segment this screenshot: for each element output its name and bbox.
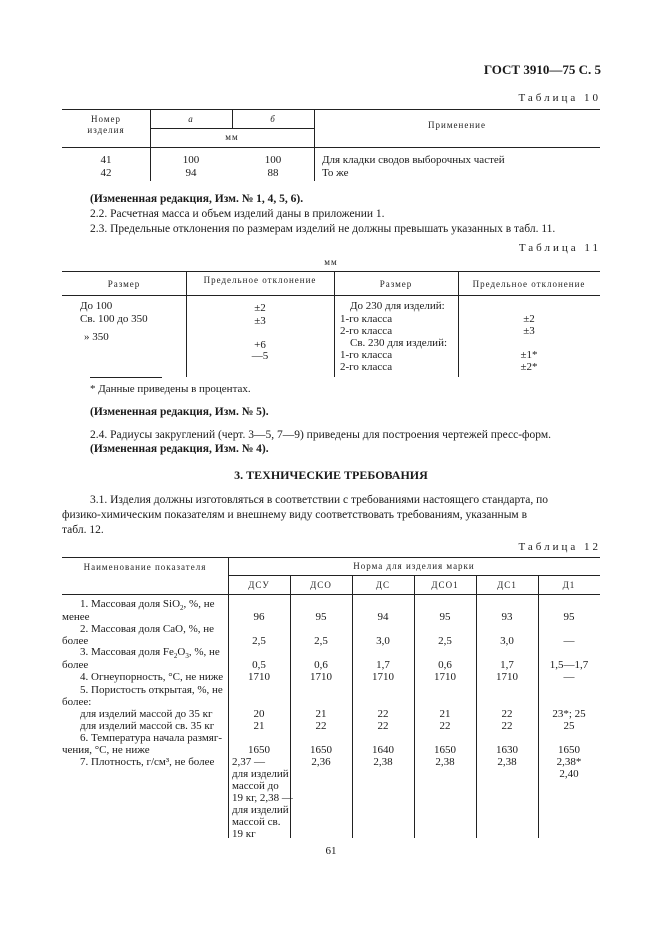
table-row-cell: 95 (563, 611, 575, 623)
table-row-cell: 2,38 (373, 756, 393, 768)
table-row-cell: 22 (377, 720, 389, 732)
table-row-label: 5. Пористость открытая, %, не (80, 684, 223, 696)
table-row-label: 4. Огнеупорность, °С, не ниже (80, 671, 224, 683)
table-row-label: чения, °С, не ниже (62, 744, 150, 756)
table-row-label: для изделий массой св. 35 кг (80, 720, 215, 732)
table-row-cell: » 350 (84, 331, 109, 343)
t12-col-name: Наименование показателя (83, 562, 207, 572)
paragraph-2-4: 2.4. Радиусы закруглений (черт. 3—5, 7—9) приведены для построения чертежей пресс-форм. (90, 429, 551, 441)
table-row-cell: То же (322, 167, 349, 179)
table-row-cell: 21 (315, 708, 327, 720)
table-row-cell: 1-го класса (340, 349, 393, 361)
table-row-cell: 22 (377, 708, 389, 720)
table-row-cell: 96 (253, 611, 265, 623)
table-row-cell: ±1* (520, 349, 538, 361)
table-row-cell: 2,5 (314, 635, 328, 647)
table-row-cell: ±2 (254, 302, 266, 314)
t12-brand: ДСО (310, 580, 332, 590)
table-row-cell: 2,36 (311, 756, 331, 768)
table-row-cell: 0,6 (314, 659, 328, 671)
edit-note: (Измененная редакция, Изм. № 1, 4, 5, 6). (90, 193, 304, 205)
table-row-cell: —5 (251, 350, 269, 362)
table-row-cell: 42 (100, 167, 112, 179)
table-row-cell: 2,38* (556, 756, 582, 768)
table-row-cell: 1710 (496, 671, 518, 683)
table-row-cell: 0,5 (252, 659, 266, 671)
table-row-cell: 2,5 (252, 635, 266, 647)
table-row-cell: для изделий (232, 804, 289, 816)
paragraph-2-3: 2.3. Предельные отклонения по размерам изделий не должны превышать указанных в табл. 11. (90, 223, 556, 235)
table-row-cell: 20 (253, 708, 265, 720)
paragraph-3-1-cont: физико-химическим показателям и внешнему виду соответствовать требованиям, указанным в (62, 509, 528, 521)
table11-footnote: * Данные приведены в процентах. (90, 383, 251, 395)
table-row-cell: 2,37 — (232, 756, 265, 768)
paragraph-2-2: 2.2. Расчетная масса и объем изделий даны в приложении 1. (90, 208, 385, 220)
table-row-cell: 1710 (248, 671, 270, 683)
table-row-cell: 88 (267, 167, 279, 179)
table-row-label: более: (62, 696, 92, 708)
table-row-label: 1. Массовая доля SiO$_2$, %, не (80, 598, 215, 613)
table-row-cell: 19 кг, 2,38 — (232, 792, 293, 804)
table-row-cell: 1640 (372, 744, 394, 756)
table-row-cell: 94 (185, 167, 197, 179)
table-row-cell: 3,0 (376, 635, 390, 647)
table-row-label: для изделий массой до 35 кг (80, 708, 213, 720)
table-row-cell: 22 (501, 708, 513, 720)
table-row-cell: До 230 для изделий: (350, 300, 445, 312)
table-row-cell: 2,38 (497, 756, 517, 768)
table-row-cell: 22 (439, 720, 451, 732)
table-row-cell: ±3 (254, 315, 266, 327)
table-row-cell: 1710 (372, 671, 394, 683)
table-row-cell: 95 (439, 611, 451, 623)
t12-brand: Д1 (562, 580, 576, 590)
footnote-rule (90, 377, 162, 378)
table-row-cell: 1,7 (500, 659, 514, 671)
table-row-label: менее (62, 611, 90, 623)
table-row-cell: 1650 (558, 744, 580, 756)
page-number: 61 (325, 845, 337, 857)
table-row-cell: 1650 (434, 744, 456, 756)
table-row-cell: — (563, 671, 575, 683)
table-row-cell: ±2* (520, 361, 538, 373)
t12-brand: ДС (375, 580, 391, 590)
edit-note: (Измененная редакция, Изм. № 5). (90, 406, 269, 418)
table-row-cell: До 100 (80, 300, 113, 312)
table-row-cell: 2-го класса (340, 325, 393, 337)
table-row-cell: 1630 (496, 744, 518, 756)
table-row-label: 2. Массовая доля CaO, %, не (80, 623, 215, 635)
table-row-cell: 21 (253, 720, 265, 732)
table-row-cell: 2,5 (438, 635, 452, 647)
table-row-cell: массой до (232, 780, 279, 792)
table-row-cell: ±3 (523, 325, 535, 337)
t10-col-application: Применение (428, 120, 486, 130)
table-row-cell: 93 (501, 611, 513, 623)
table-row-cell: 1650 (248, 744, 270, 756)
table-row-cell: 22 (501, 720, 513, 732)
table-row-cell: 23*; 25 (552, 708, 586, 720)
table-row-cell: 41 (100, 154, 112, 166)
table-row-cell: ±2 (523, 313, 535, 325)
table-row-cell: — (563, 635, 575, 647)
t12-brand: ДСУ (248, 580, 270, 590)
table-row-label: 3. Массовая доля $Fe_2O_3$, %, не (80, 646, 220, 661)
table-row-cell: 19 кг (232, 828, 256, 840)
t10-unit: мм (225, 132, 239, 142)
table10-caption: Таблица 10 (518, 92, 601, 104)
table-row-cell: 94 (377, 611, 389, 623)
table-row-cell: 0,6 (438, 659, 452, 671)
table-row-cell: 2,38 (435, 756, 455, 768)
table-row-cell: +6 (254, 339, 266, 351)
table11-unit: мм (324, 257, 338, 267)
table-row-cell: 1650 (310, 744, 332, 756)
table-row-cell: 1,5—1,7 (549, 659, 589, 671)
table11-caption: Таблица 11 (518, 242, 601, 254)
table-row-cell: Для кладки сводов выборочных частей (322, 154, 505, 166)
t10-col-num-2: изделия (87, 125, 125, 135)
table-row-cell: 95 (315, 611, 327, 623)
t11-col-size-2: Размер (379, 279, 413, 289)
page-header: ГОСТ 3910—75 С. 5 (483, 62, 601, 77)
t10-col-a: а (188, 114, 194, 124)
table-row-label: более (62, 635, 89, 647)
table-row-cell: 1-го класса (340, 313, 393, 325)
t10-col-num-1: Номер (90, 114, 122, 124)
table-row-label: более (62, 659, 89, 671)
table12-caption: Таблица 12 (518, 541, 601, 553)
t12-brand: ДС1 (497, 580, 517, 590)
table-row-cell: 2-го класса (340, 361, 393, 373)
table-row-cell: 21 (439, 708, 451, 720)
table-row-cell: 1710 (434, 671, 456, 683)
table-row-cell: 3,0 (500, 635, 514, 647)
table-row-cell: 2,40 (559, 768, 579, 780)
edit-note: (Измененная редакция, Изм. № 4). (90, 443, 269, 455)
table-row-cell: Св. 100 до 350 (80, 313, 148, 325)
paragraph-3-1: 3.1. Изделия должны изготовляться в соответствии с требованиями настоящего стандарта, по (90, 494, 548, 506)
table-row-cell: 100 (182, 154, 200, 166)
t10-col-b: б (270, 114, 276, 124)
table-row-cell: 100 (264, 154, 282, 166)
table-row-label: 6. Температура начала размяг- (80, 732, 223, 744)
table-row-label: 7. Плотность, г/см³, не более (80, 756, 215, 768)
t12-col-norm: Норма для изделия марки (353, 561, 475, 571)
table-row-cell: 25 (563, 720, 575, 732)
t11-col-size-1: Размер (107, 279, 141, 289)
table-row-cell: Св. 230 для изделий: (350, 337, 448, 349)
table-row-cell: 1,7 (376, 659, 390, 671)
table-row-cell: 22 (315, 720, 327, 732)
section-title: 3. ТЕХНИЧЕСКИЕ ТРЕБОВАНИЯ (234, 468, 428, 482)
table-row-cell: 1710 (310, 671, 332, 683)
table-row-cell: массой св. (232, 816, 281, 828)
table-row-cell: для изделий (232, 768, 289, 780)
paragraph-3-1-cont: табл. 12. (62, 524, 104, 536)
t11-col-dev-1: Предельное отклонение (203, 275, 317, 285)
t11-col-dev-2: Предельное отклонение (472, 279, 586, 289)
t12-brand: ДСО1 (431, 580, 459, 590)
